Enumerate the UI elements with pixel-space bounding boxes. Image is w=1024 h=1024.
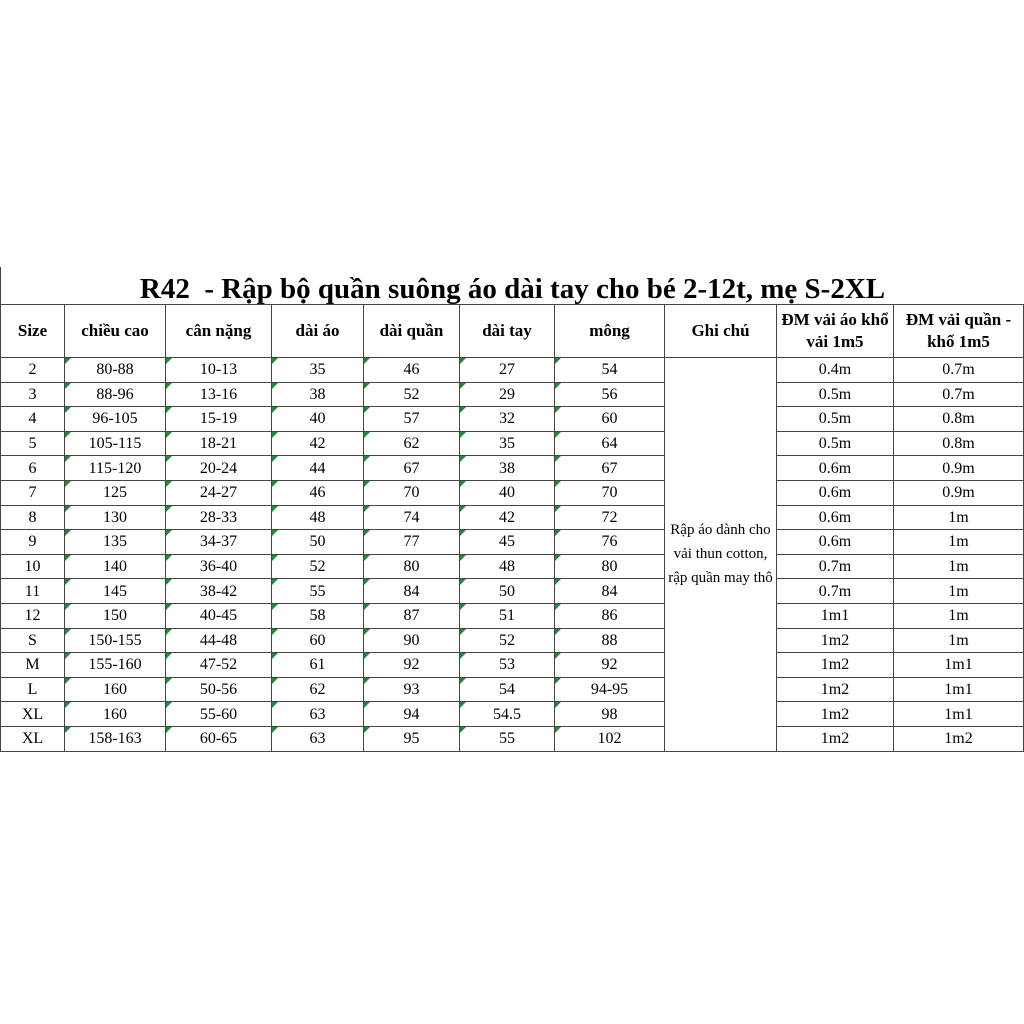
table-row xyxy=(1,407,1024,432)
table-row xyxy=(1,579,1024,604)
cell-sleeve-length: 52 xyxy=(460,628,555,653)
cell-sleeve-length: 27 xyxy=(460,358,555,383)
header-note: Ghi chú xyxy=(665,305,777,358)
cell-shirt-fabric: 0.5m xyxy=(777,407,894,432)
header-row xyxy=(1,305,1024,358)
cell-shirt-fabric: 1m2 xyxy=(777,653,894,678)
cell-hip: 67 xyxy=(555,456,665,481)
cell-pants-fabric: 1m xyxy=(894,628,1024,653)
cell-shirt-fabric: 1m2 xyxy=(777,726,894,751)
cell-pants-fabric: 0.9m xyxy=(894,480,1024,505)
cell-height: 158-163 xyxy=(65,726,166,751)
cell-shirt-fabric: 1m2 xyxy=(777,628,894,653)
cell-hip: 56 xyxy=(555,382,665,407)
cell-weight: 55-60 xyxy=(166,702,272,727)
cell-size: 6 xyxy=(1,456,65,481)
note-cell: Rập áo dành cho vải thun cotton, rập quần may thô xyxy=(665,358,777,752)
cell-pants-fabric: 1m xyxy=(894,505,1024,530)
cell-pants-length: 87 xyxy=(364,603,460,628)
cell-size: 4 xyxy=(1,407,65,432)
cell-hip: 72 xyxy=(555,505,665,530)
table-row xyxy=(1,653,1024,678)
cell-shirt-length: 55 xyxy=(272,579,364,604)
cell-weight: 10-13 xyxy=(166,358,272,383)
cell-shirt-length: 61 xyxy=(272,653,364,678)
cell-hip: 84 xyxy=(555,579,665,604)
cell-shirt-length: 44 xyxy=(272,456,364,481)
cell-height: 125 xyxy=(65,480,166,505)
table-row xyxy=(1,554,1024,579)
cell-hip: 98 xyxy=(555,702,665,727)
cell-sleeve-length: 54 xyxy=(460,677,555,702)
cell-pants-fabric: 1m xyxy=(894,579,1024,604)
cell-pants-fabric: 0.7m xyxy=(894,358,1024,383)
cell-shirt-length: 52 xyxy=(272,554,364,579)
cell-sleeve-length: 51 xyxy=(460,603,555,628)
cell-pants-length: 74 xyxy=(364,505,460,530)
cell-shirt-fabric: 0.7m xyxy=(777,579,894,604)
chart-title: R42 - Rập bộ quần suông áo dài tay cho bé 2-12t, mẹ S-2XL xyxy=(0,267,1024,304)
cell-sleeve-length: 42 xyxy=(460,505,555,530)
cell-size: XL xyxy=(1,702,65,727)
cell-shirt-length: 62 xyxy=(272,677,364,702)
cell-pants-length: 67 xyxy=(364,456,460,481)
cell-sleeve-length: 29 xyxy=(460,382,555,407)
cell-size: L xyxy=(1,677,65,702)
header-height: chiều cao xyxy=(65,305,166,358)
cell-sleeve-length: 32 xyxy=(460,407,555,432)
cell-shirt-fabric: 0.6m xyxy=(777,480,894,505)
cell-hip: 80 xyxy=(555,554,665,579)
cell-size: XL xyxy=(1,726,65,751)
cell-weight: 13-16 xyxy=(166,382,272,407)
cell-size: 10 xyxy=(1,554,65,579)
cell-shirt-fabric: 1m2 xyxy=(777,677,894,702)
cell-hip: 94-95 xyxy=(555,677,665,702)
cell-size: 5 xyxy=(1,431,65,456)
cell-pants-length: 80 xyxy=(364,554,460,579)
header-size: Size xyxy=(1,305,65,358)
cell-shirt-length: 40 xyxy=(272,407,364,432)
cell-pants-length: 57 xyxy=(364,407,460,432)
cell-shirt-length: 48 xyxy=(272,505,364,530)
table-row xyxy=(1,628,1024,653)
header-pants-fabric: ĐM vải quần - khổ 1m5 xyxy=(894,305,1024,358)
cell-height: 150-155 xyxy=(65,628,166,653)
cell-size: 12 xyxy=(1,603,65,628)
cell-hip: 92 xyxy=(555,653,665,678)
cell-pants-length: 70 xyxy=(364,480,460,505)
table-body xyxy=(1,358,1024,752)
cell-pants-fabric: 1m xyxy=(894,530,1024,555)
cell-weight: 47-52 xyxy=(166,653,272,678)
cell-shirt-length: 60 xyxy=(272,628,364,653)
cell-shirt-length: 50 xyxy=(272,530,364,555)
cell-shirt-fabric: 0.6m xyxy=(777,530,894,555)
table-row xyxy=(1,505,1024,530)
table-row xyxy=(1,603,1024,628)
cell-size: 3 xyxy=(1,382,65,407)
cell-shirt-length: 63 xyxy=(272,702,364,727)
cell-sleeve-length: 40 xyxy=(460,480,555,505)
cell-weight: 20-24 xyxy=(166,456,272,481)
cell-sleeve-length: 53 xyxy=(460,653,555,678)
cell-weight: 60-65 xyxy=(166,726,272,751)
cell-pants-fabric: 1m xyxy=(894,554,1024,579)
cell-height: 135 xyxy=(65,530,166,555)
cell-shirt-fabric: 1m1 xyxy=(777,603,894,628)
cell-pants-fabric: 0.8m xyxy=(894,431,1024,456)
cell-size: 2 xyxy=(1,358,65,383)
cell-sleeve-length: 50 xyxy=(460,579,555,604)
cell-pants-fabric: 1m1 xyxy=(894,702,1024,727)
cell-weight: 28-33 xyxy=(166,505,272,530)
table-row xyxy=(1,358,1024,383)
cell-sleeve-length: 48 xyxy=(460,554,555,579)
cell-size: S xyxy=(1,628,65,653)
cell-size: 8 xyxy=(1,505,65,530)
cell-pants-fabric: 1m1 xyxy=(894,677,1024,702)
header-sleeve-length: dài tay xyxy=(460,305,555,358)
cell-weight: 24-27 xyxy=(166,480,272,505)
cell-height: 96-105 xyxy=(65,407,166,432)
cell-pants-fabric: 1m2 xyxy=(894,726,1024,751)
cell-height: 115-120 xyxy=(65,456,166,481)
cell-size: M xyxy=(1,653,65,678)
cell-sleeve-length: 38 xyxy=(460,456,555,481)
cell-hip: 60 xyxy=(555,407,665,432)
cell-hip: 64 xyxy=(555,431,665,456)
cell-hip: 76 xyxy=(555,530,665,555)
cell-hip: 88 xyxy=(555,628,665,653)
cell-shirt-fabric: 0.7m xyxy=(777,554,894,579)
cell-sleeve-length: 55 xyxy=(460,726,555,751)
cell-sleeve-length: 54.5 xyxy=(460,702,555,727)
cell-weight: 44-48 xyxy=(166,628,272,653)
cell-height: 140 xyxy=(65,554,166,579)
cell-size: 11 xyxy=(1,579,65,604)
cell-pants-fabric: 0.7m xyxy=(894,382,1024,407)
header-hip: mông xyxy=(555,305,665,358)
cell-height: 105-115 xyxy=(65,431,166,456)
size-chart-sheet xyxy=(0,267,1024,752)
cell-pants-fabric: 1m1 xyxy=(894,653,1024,678)
cell-shirt-fabric: 0.5m xyxy=(777,431,894,456)
cell-pants-fabric: 0.9m xyxy=(894,456,1024,481)
cell-height: 145 xyxy=(65,579,166,604)
cell-shirt-fabric: 0.5m xyxy=(777,382,894,407)
cell-shirt-length: 63 xyxy=(272,726,364,751)
cell-pants-length: 77 xyxy=(364,530,460,555)
cell-pants-length: 52 xyxy=(364,382,460,407)
cell-weight: 50-56 xyxy=(166,677,272,702)
table-row xyxy=(1,480,1024,505)
cell-sleeve-length: 45 xyxy=(460,530,555,555)
cell-size: 9 xyxy=(1,530,65,555)
cell-height: 160 xyxy=(65,677,166,702)
cell-size: 7 xyxy=(1,480,65,505)
cell-shirt-length: 42 xyxy=(272,431,364,456)
header-weight: cân nặng xyxy=(166,305,272,358)
cell-hip: 102 xyxy=(555,726,665,751)
table-row xyxy=(1,431,1024,456)
header-pants-length: dài quần xyxy=(364,305,460,358)
table-row xyxy=(1,382,1024,407)
table-row xyxy=(1,677,1024,702)
cell-pants-length: 62 xyxy=(364,431,460,456)
cell-shirt-fabric: 0.4m xyxy=(777,358,894,383)
cell-weight: 34-37 xyxy=(166,530,272,555)
header-shirt-fabric: ĐM vải áo khổ vải 1m5 xyxy=(777,305,894,358)
cell-pants-length: 94 xyxy=(364,702,460,727)
cell-hip: 70 xyxy=(555,480,665,505)
cell-height: 150 xyxy=(65,603,166,628)
cell-pants-length: 46 xyxy=(364,358,460,383)
cell-hip: 86 xyxy=(555,603,665,628)
cell-height: 88-96 xyxy=(65,382,166,407)
cell-shirt-fabric: 0.6m xyxy=(777,456,894,481)
table-row xyxy=(1,702,1024,727)
table-row xyxy=(1,530,1024,555)
cell-pants-fabric: 1m xyxy=(894,603,1024,628)
cell-weight: 15-19 xyxy=(166,407,272,432)
cell-weight: 38-42 xyxy=(166,579,272,604)
cell-height: 80-88 xyxy=(65,358,166,383)
cell-sleeve-length: 35 xyxy=(460,431,555,456)
cell-shirt-length: 38 xyxy=(272,382,364,407)
cell-height: 160 xyxy=(65,702,166,727)
cell-pants-length: 90 xyxy=(364,628,460,653)
cell-shirt-length: 46 xyxy=(272,480,364,505)
table-row xyxy=(1,456,1024,481)
cell-shirt-length: 58 xyxy=(272,603,364,628)
size-table xyxy=(0,304,1024,752)
cell-weight: 36-40 xyxy=(166,554,272,579)
cell-pants-length: 92 xyxy=(364,653,460,678)
cell-pants-length: 95 xyxy=(364,726,460,751)
cell-shirt-length: 35 xyxy=(272,358,364,383)
cell-height: 130 xyxy=(65,505,166,530)
cell-weight: 40-45 xyxy=(166,603,272,628)
cell-height: 155-160 xyxy=(65,653,166,678)
cell-hip: 54 xyxy=(555,358,665,383)
table-row xyxy=(1,726,1024,751)
cell-shirt-fabric: 1m2 xyxy=(777,702,894,727)
cell-shirt-fabric: 0.6m xyxy=(777,505,894,530)
header-shirt-length: dài áo xyxy=(272,305,364,358)
cell-pants-length: 93 xyxy=(364,677,460,702)
cell-pants-fabric: 0.8m xyxy=(894,407,1024,432)
cell-weight: 18-21 xyxy=(166,431,272,456)
cell-pants-length: 84 xyxy=(364,579,460,604)
